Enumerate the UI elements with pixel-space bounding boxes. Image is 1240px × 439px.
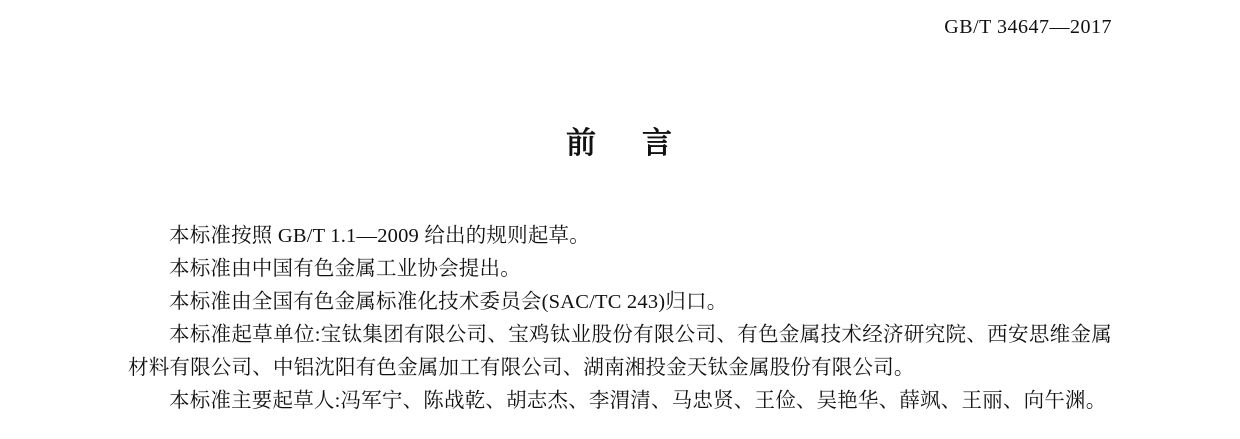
page-title-char-1: 前 (566, 127, 598, 160)
foreword-paragraph: 本标准起草单位:宝钛集团有限公司、宝鸡钛业股份有限公司、有色金属技术经济研究院、西安思维金属材料有限公司、中铝沈阳有色金属加工有限公司、湖南湘投金天钛金属股份有限公司。 (128, 324, 1112, 379)
page-title-char-2: 言 (642, 127, 674, 160)
foreword-paragraph: 本标准由全国有色金属标准化技术委员会(SAC/TC 243)归口。 (169, 291, 728, 313)
foreword-paragraph: 本标准由中国有色金属工业协会提出。 (169, 258, 521, 280)
page-header-standard-number: GB/T 34647—2017 (944, 16, 1112, 38)
page-title (0, 118, 1240, 162)
foreword-body (128, 220, 1112, 418)
foreword-paragraph: 本标准主要起草人:冯军宁、陈战乾、胡志杰、李渭清、马忠贤、王俭、吴艳华、薛飒、王丽、向午渊。 (169, 390, 1107, 412)
foreword-paragraph: 本标准按照 GB/T 1.1—2009 给出的规则起草。 (169, 225, 590, 247)
